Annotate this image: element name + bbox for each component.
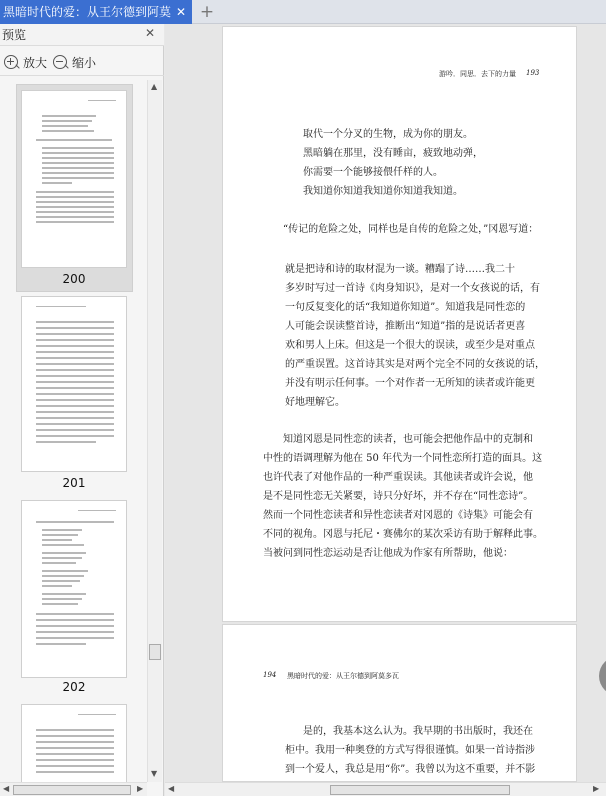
body-line: 是不是同性恋无关紧要，诗只分好坏，并不存在“同性恋诗”。 <box>263 491 534 502</box>
page-number: 193 <box>526 69 540 77</box>
zoom-toolbar <box>0 48 164 76</box>
thumbnail-horizontal-scrollbar[interactable] <box>0 782 147 796</box>
preview-panel <box>0 24 164 796</box>
zoom-in-icon <box>4 55 18 69</box>
body-line: 当被问到同性恋运动是否让他成为作家有所帮助，他说： <box>263 548 513 559</box>
thumbnail-page[interactable] <box>21 704 127 782</box>
close-icon[interactable]: ✕ <box>175 5 187 19</box>
body-line: 知道冈恩是同性恋的读者，也可能会把他作品中的克制和 <box>283 434 533 445</box>
body-line: 也许代表了对他作品的一种严重误读。其他读者或许会说，他 <box>263 472 533 483</box>
document-tab[interactable] <box>0 0 192 24</box>
quote-line: 一句反复变化的话“我知道你知道”。知道我是同性恋的 <box>285 302 526 313</box>
scroll-right-icon[interactable]: ▶ <box>593 784 600 793</box>
verse-line: 黑暗躺在那里，没有睡亩，疲致地动弹， <box>303 148 483 159</box>
quote-line: 好地理解它。 <box>285 397 345 408</box>
quote-line: 欢和男人上床。但这是一个很大的误读，或至少是对重点 <box>285 340 535 351</box>
thumbnail-page-number: 201 <box>62 476 86 490</box>
document-page <box>222 26 577 622</box>
body-line: 到一个爱人，我总是用“你”。我曾以为这不重要，并不影 <box>285 764 536 775</box>
document-tab-title: 黑暗时代的爱：从王尔德到阿莫 <box>3 5 172 19</box>
side-panel-handle[interactable] <box>599 656 606 696</box>
thumbnail-list <box>0 80 148 782</box>
scroll-up-icon[interactable]: ▲ <box>151 82 158 91</box>
body-line: 然而一个同性恋读者和异性恋读者对冈恩的《诗集》可能会有 <box>263 510 533 521</box>
quote-line: 人可能会误读整首诗，推断出“知道”指的是说话者更喜 <box>285 321 526 332</box>
body-line: 是的，我基本这么认为。我早期的书出版时，我还在 <box>303 726 533 737</box>
zoom-in-label: 放大 <box>23 55 48 70</box>
document-page <box>222 624 577 782</box>
new-tab-button[interactable]: + <box>199 2 215 22</box>
thumbnail-page-number: 200 <box>62 272 86 286</box>
zoom-out-label: 缩小 <box>72 55 97 70</box>
verse-line: 取代一个分叉的生物，成为你的朋友。 <box>303 129 473 140</box>
scroll-right-icon[interactable]: ▶ <box>137 784 144 793</box>
thumbnail-page-number: 202 <box>62 680 86 694</box>
scrollbar-thumb[interactable] <box>13 785 131 795</box>
running-header: 游吟．同思．去下的力量 <box>439 70 516 78</box>
zoom-out-icon <box>53 55 67 69</box>
scrollbar-thumb[interactable] <box>330 785 510 795</box>
tab-bar <box>0 0 606 24</box>
body-line: 中性的语调理解为他在 50 年代为一个同性恋所打造的面具。这 <box>263 453 543 464</box>
body-line: 柜中。我用一种奥登的方式写得很谨慎。如果一首诗指涉 <box>285 745 535 756</box>
zoom-in-button[interactable] <box>4 53 47 71</box>
quote-line: 的严重误置。这首诗其实是对两个完全不同的女孩说的话， <box>285 359 545 370</box>
page-number: 194 <box>263 671 277 679</box>
paragraph-intro: “传记的危险之处，同样也是自传的危险之处，”冈恩写道： <box>283 224 539 235</box>
thumbnail-page[interactable] <box>21 296 127 472</box>
verse-line: 你需要一个能够接偎仟样的人。 <box>303 167 443 178</box>
thumbnail-page[interactable] <box>21 500 127 678</box>
panel-title: 预览 <box>2 28 27 42</box>
quote-line: 多岁时写过一首诗《肉身知识》，是对一个女孩说的话，有 <box>285 283 540 294</box>
document-view[interactable] <box>165 24 606 796</box>
body-line: 不同的视角。冈恩与托尼・赛佛尔的某次采访有助于解释此事。 <box>263 529 543 540</box>
quote-line: 并没有明示任何事。一个对作者一无所知的读者或许能更 <box>285 378 535 389</box>
running-header: 黑暗时代的爱：从王尔德到阿莫多瓦 <box>287 672 399 680</box>
document-horizontal-scrollbar[interactable] <box>165 782 606 796</box>
thumbnail-page[interactable] <box>21 90 127 268</box>
panel-header <box>0 24 164 46</box>
quote-line: 就是把诗和诗的取材混为一谈。糟蹋了诗……我二十 <box>285 264 515 275</box>
verse-line: 我知道你知道我知道你知道我知道。 <box>303 186 463 197</box>
zoom-out-button[interactable] <box>53 53 96 71</box>
scroll-left-icon[interactable]: ◀ <box>168 784 175 793</box>
scroll-left-icon[interactable]: ◀ <box>3 784 10 793</box>
panel-close-icon[interactable]: ✕ <box>145 26 156 40</box>
scroll-down-icon[interactable]: ▼ <box>151 769 158 778</box>
thumbnail-scrollbar[interactable] <box>147 80 162 782</box>
scrollbar-thumb[interactable] <box>149 644 161 660</box>
